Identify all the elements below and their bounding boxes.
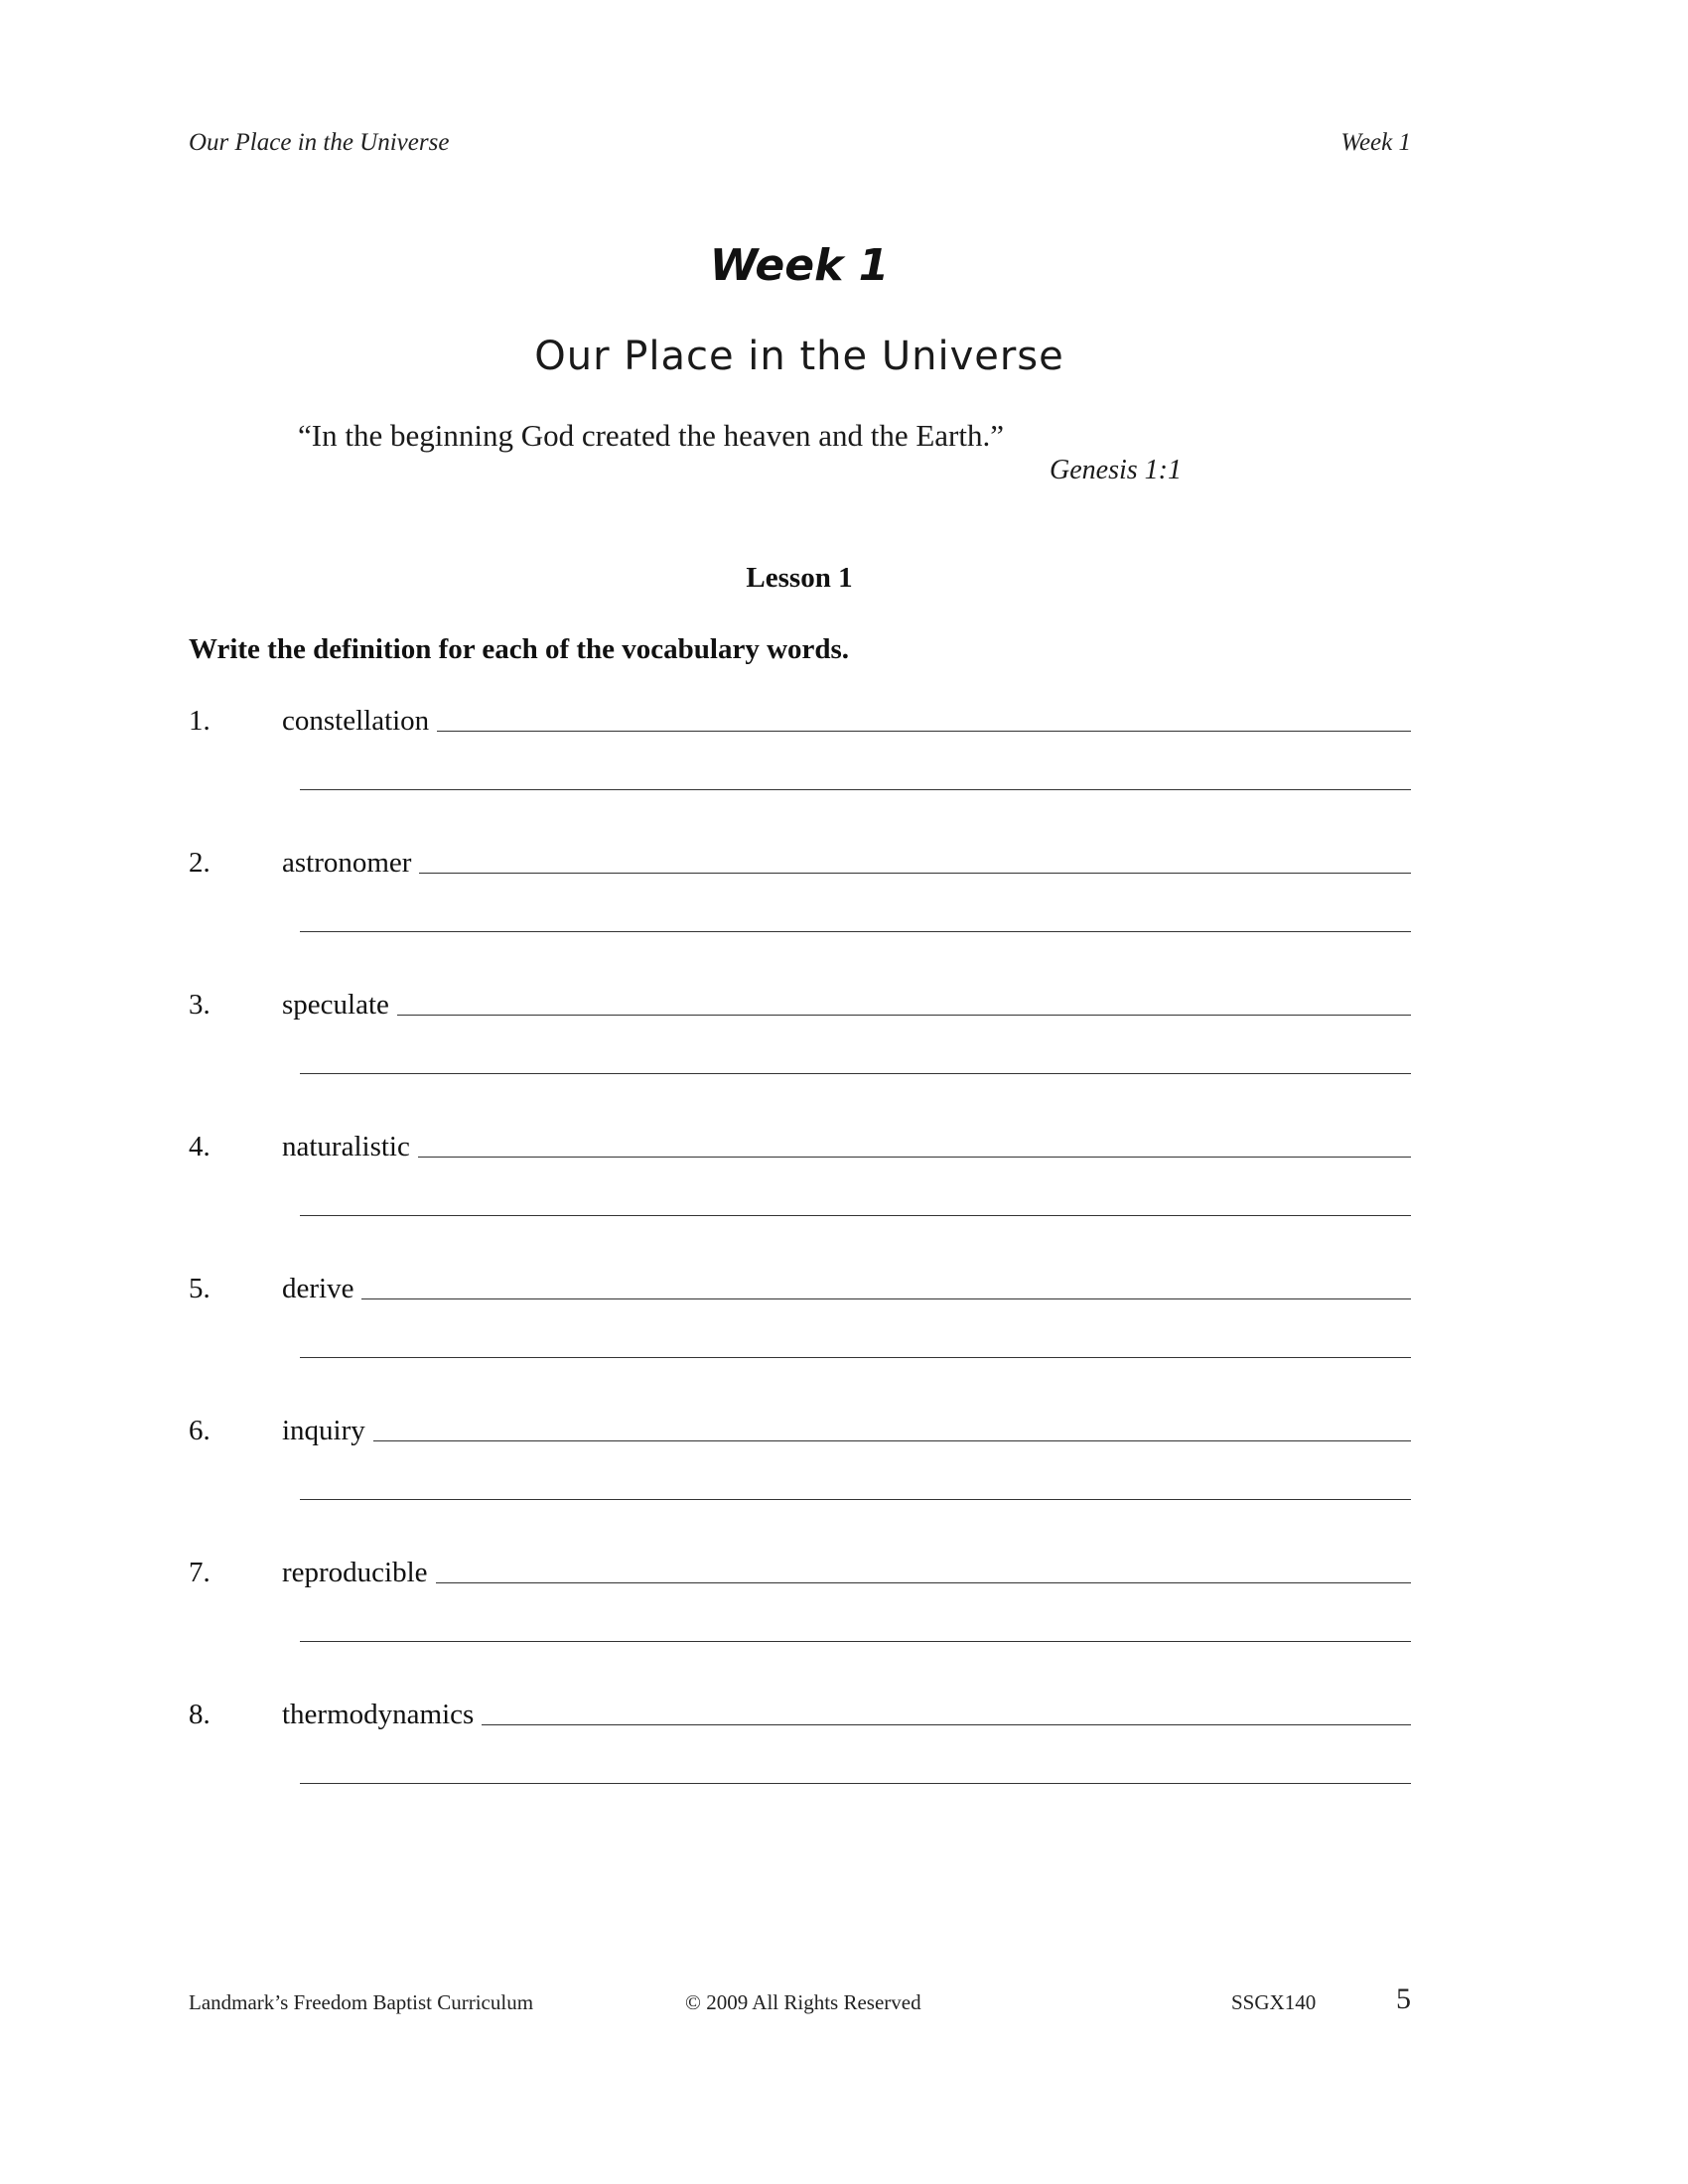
answer-blank-continued[interactable] [300, 1641, 1411, 1642]
definition-line [282, 989, 1411, 1022]
vocab-word: astronomer [282, 847, 412, 879]
item-number: 1. [189, 705, 211, 737]
vocab-item [189, 1415, 1411, 1557]
footer-copyright: © 2009 All Rights Reserved [685, 1990, 921, 2014]
unit-title: Our Place in the Universe [534, 334, 1064, 379]
scripture-quote: “In the beginning God created the heaven and the Earth.” [298, 418, 1004, 453]
item-number: 8. [189, 1699, 211, 1730]
header-week-label: Week 1 [1340, 129, 1411, 156]
item-number: 3. [189, 989, 211, 1021]
answer-blank-continued[interactable] [300, 1499, 1411, 1500]
answer-blank-continued[interactable] [300, 1215, 1411, 1216]
answer-blank[interactable] [361, 1297, 1411, 1299]
item-number: 6. [189, 1415, 211, 1446]
definition-line [282, 1557, 1411, 1589]
answer-blank-continued[interactable] [300, 931, 1411, 932]
vocab-item [189, 989, 1411, 1131]
definition-line [282, 1699, 1411, 1731]
definition-line [282, 705, 1411, 738]
vocab-item [189, 1557, 1411, 1699]
vocab-item [189, 1699, 1411, 1841]
definition-line [282, 847, 1411, 880]
answer-blank-continued[interactable] [300, 1073, 1411, 1074]
page-number: 5 [1396, 1982, 1411, 2015]
vocab-word: reproducible [282, 1557, 428, 1588]
footer-product-code: SSGX140 [1231, 1990, 1317, 2014]
scripture-reference: Genesis 1:1 [1050, 455, 1182, 485]
vocab-item [189, 705, 1411, 847]
vocab-word: derive [282, 1273, 354, 1304]
vocab-word: speculate [282, 989, 389, 1021]
definition-line [282, 1131, 1411, 1163]
answer-blank-continued[interactable] [300, 1357, 1411, 1358]
definition-line [282, 1415, 1411, 1447]
header-unit-title: Our Place in the Universe [189, 129, 450, 156]
item-number: 4. [189, 1131, 211, 1162]
answer-blank[interactable] [436, 1581, 1411, 1583]
vocab-item [189, 847, 1411, 989]
answer-blank[interactable] [373, 1439, 1411, 1441]
footer-publisher: Landmark’s Freedom Baptist Curriculum [189, 1990, 534, 2014]
answer-blank[interactable] [437, 730, 1411, 732]
item-number: 2. [189, 847, 211, 879]
answer-blank[interactable] [482, 1723, 1411, 1725]
answer-blank[interactable] [418, 1156, 1411, 1158]
instructions: Write the definition for each of the vocabulary words. [189, 633, 850, 665]
item-number: 7. [189, 1557, 211, 1588]
item-number: 5. [189, 1273, 211, 1304]
answer-blank-continued[interactable] [300, 789, 1411, 790]
week-title: Week 1 [709, 240, 890, 291]
vocabulary-list [189, 705, 1411, 1841]
vocab-word: constellation [282, 705, 430, 737]
answer-blank[interactable] [419, 872, 1411, 874]
lesson-heading: Lesson 1 [746, 562, 853, 594]
vocab-item [189, 1131, 1411, 1273]
vocab-word: thermodynamics [282, 1699, 475, 1730]
vocab-word: naturalistic [282, 1131, 410, 1162]
vocab-item [189, 1273, 1411, 1415]
vocab-word: inquiry [282, 1415, 365, 1446]
answer-blank[interactable] [397, 1014, 1411, 1016]
answer-blank-continued[interactable] [300, 1783, 1411, 1784]
definition-line [282, 1273, 1411, 1305]
